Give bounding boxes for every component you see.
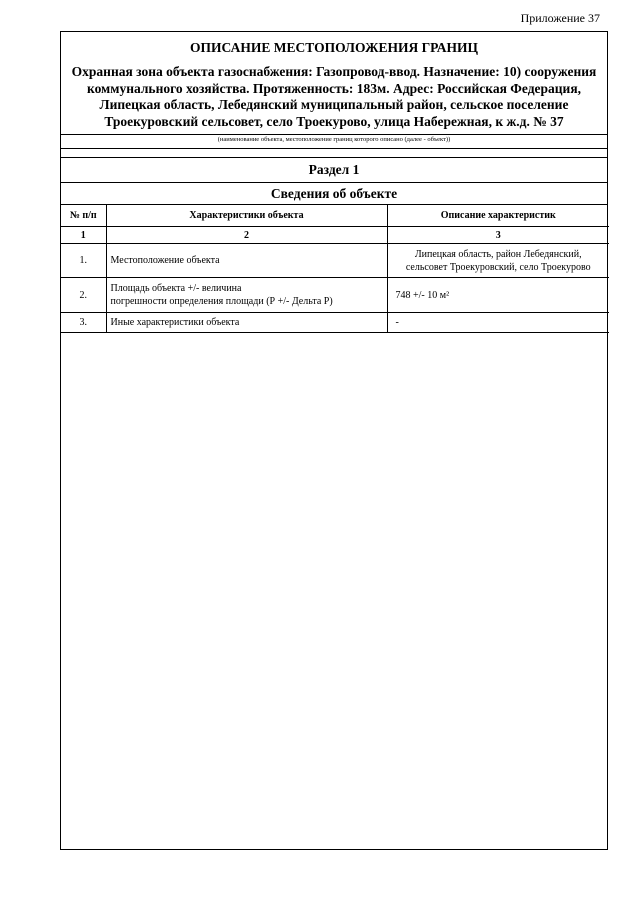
section-subtitle: Сведения об объекте — [61, 183, 607, 205]
row-description: - — [387, 313, 609, 333]
row-characteristic-line: погрешности определения площади (Р +/- Дельта Р) — [110, 296, 333, 307]
row-characteristic — [106, 278, 387, 313]
row-description: 748 +/- 10 м² — [387, 278, 609, 313]
row-description-line: сельсовет Троекуровский, село Троекурово — [405, 261, 591, 273]
row-number: 3. — [61, 313, 106, 333]
row-description — [387, 244, 609, 278]
table-header-row — [61, 205, 609, 227]
document-frame — [60, 31, 608, 850]
row-number: 1. — [61, 244, 106, 278]
index-cell: 3 — [387, 227, 609, 244]
header-description: Описание характеристик — [387, 205, 609, 227]
object-description: Охранная зона объекта газоснабжения: Газопровод-ввод. Назначение: 10) сооружения коммунального хозяйства. Протяженность: 183м. Адрес: Российская Федерация, Липецкая область, Лебедянский муниципальный район, сельское поселение Троекуровский сельсовет, село Троекурово, улица Набережная, к ж.д. № 37 — [71, 64, 597, 129]
header-number: № п/п — [61, 205, 106, 227]
section-title: Раздел 1 — [61, 158, 607, 183]
table-row — [61, 313, 609, 333]
table-row — [61, 278, 609, 313]
object-caption: (наименование объекта, местоположение границ которого описано (далее - объект)) — [61, 135, 607, 149]
row-characteristic: Местоположение объекта — [106, 244, 387, 278]
appendix-label: Приложение 37 — [520, 11, 600, 25]
object-info-table — [61, 205, 609, 333]
row-characteristic-line: Площадь объекта +/- величина — [110, 283, 242, 294]
document-title: ОПИСАНИЕ МЕСТОПОЛОЖЕНИЯ ГРАНИЦ — [190, 40, 478, 55]
index-cell: 2 — [106, 227, 387, 244]
index-cell: 1 — [61, 227, 106, 244]
title-block — [61, 32, 607, 135]
spacer-row — [61, 149, 607, 158]
row-description-line: Липецкая область, район Лебедянский, — [414, 248, 582, 260]
row-characteristic: Иные характеристики объекта — [106, 313, 387, 333]
header-characteristic: Характеристики объекта — [106, 205, 387, 227]
table-row — [61, 244, 609, 278]
table-index-row — [61, 227, 609, 244]
row-number: 2. — [61, 278, 106, 313]
